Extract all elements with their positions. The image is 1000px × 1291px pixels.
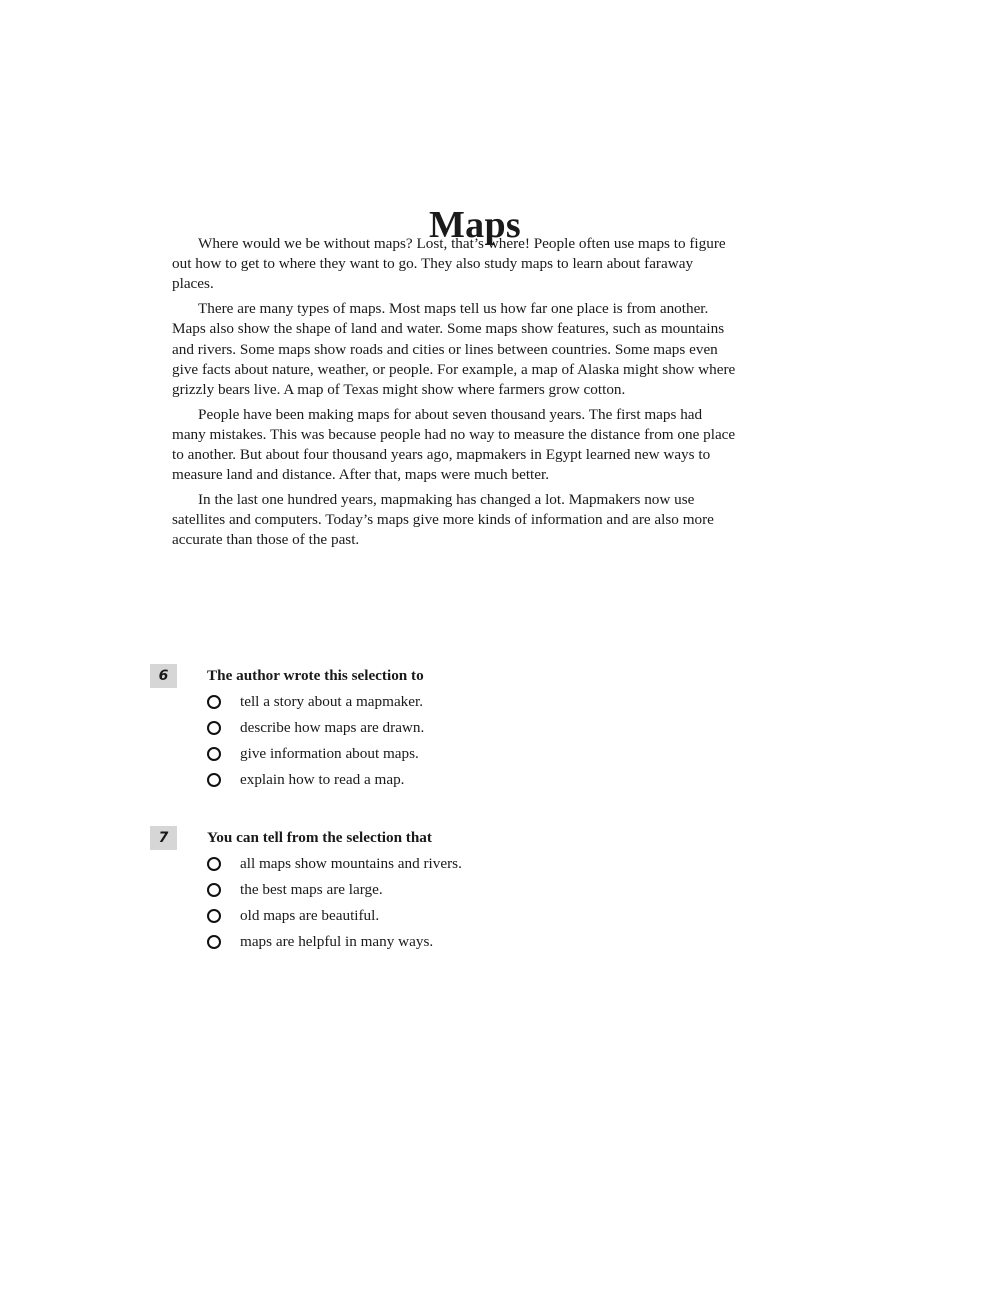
radio-bubble-icon[interactable] <box>207 909 221 923</box>
radio-bubble-icon[interactable] <box>207 857 221 871</box>
answer-choice-7a[interactable] <box>207 851 462 877</box>
question-number-badge: 6 <box>150 664 177 688</box>
choice-text: the best maps are large. <box>240 881 383 898</box>
radio-bubble-icon[interactable] <box>207 721 221 735</box>
passage-paragraph-3: People have been making maps for about seven thousand years. The first maps had many mistakes. This was because people had no way to measure the distance from one place to another. But about four thousand years ago, mapmakers in Egypt learned new ways to measure land and distance. After that, maps were much better. <box>172 405 736 484</box>
answer-choice-7b[interactable] <box>207 877 462 903</box>
choice-text: all maps show mountains and rivers. <box>240 855 462 872</box>
question-stem: You can tell from the selection that <box>207 829 432 846</box>
answer-choice-6b[interactable] <box>207 715 424 741</box>
answer-choices <box>207 851 462 955</box>
choice-text: describe how maps are drawn. <box>240 719 425 736</box>
answer-choice-6c[interactable] <box>207 741 424 767</box>
answer-choice-7d[interactable] <box>207 929 462 955</box>
reading-passage <box>172 234 738 555</box>
choice-text: old maps are beautiful. <box>240 907 380 924</box>
choice-text: explain how to read a map. <box>240 771 405 788</box>
answer-choice-6a[interactable] <box>207 689 424 715</box>
choice-text: tell a story about a mapmaker. <box>240 693 424 710</box>
radio-bubble-icon[interactable] <box>207 935 221 949</box>
radio-bubble-icon[interactable] <box>207 773 221 787</box>
answer-choices <box>207 689 424 793</box>
answer-choice-7c[interactable] <box>207 903 462 929</box>
question-number-badge: 7 <box>150 826 177 850</box>
answer-choice-6d[interactable] <box>207 767 424 793</box>
choice-text: maps are helpful in many ways. <box>240 933 434 950</box>
passage-paragraph-4: In the last one hundred years, mapmaking has changed a lot. Mapmakers now use satellites and computers. Today’s maps give more kinds of information and are also more accurate than those of the past. <box>172 490 714 549</box>
radio-bubble-icon[interactable] <box>207 747 221 761</box>
radio-bubble-icon[interactable] <box>207 883 221 897</box>
passage-paragraph-2: There are many types of maps. Most maps tell us how far one place is from another. Maps also show the shape of land and water. Some maps show features, such as mountains and rivers. Some maps show roads and cities or lines between countries. Some maps even give facts about nature, weather, or people. For example, a map of Alaska might show where grizzly bears live. A map of Texas might show where farmers grow cotton. <box>172 300 736 398</box>
page-title: Maps <box>429 204 521 247</box>
radio-bubble-icon[interactable] <box>207 695 221 709</box>
choice-text: give information about maps. <box>240 745 419 762</box>
question-stem: The author wrote this selection to <box>207 667 424 684</box>
passage-paragraph-1: Where would we be without maps? Lost, that’s where! People often use maps to figure out how to get to where they want to go. They also study maps to learn about faraway places. <box>172 235 726 293</box>
